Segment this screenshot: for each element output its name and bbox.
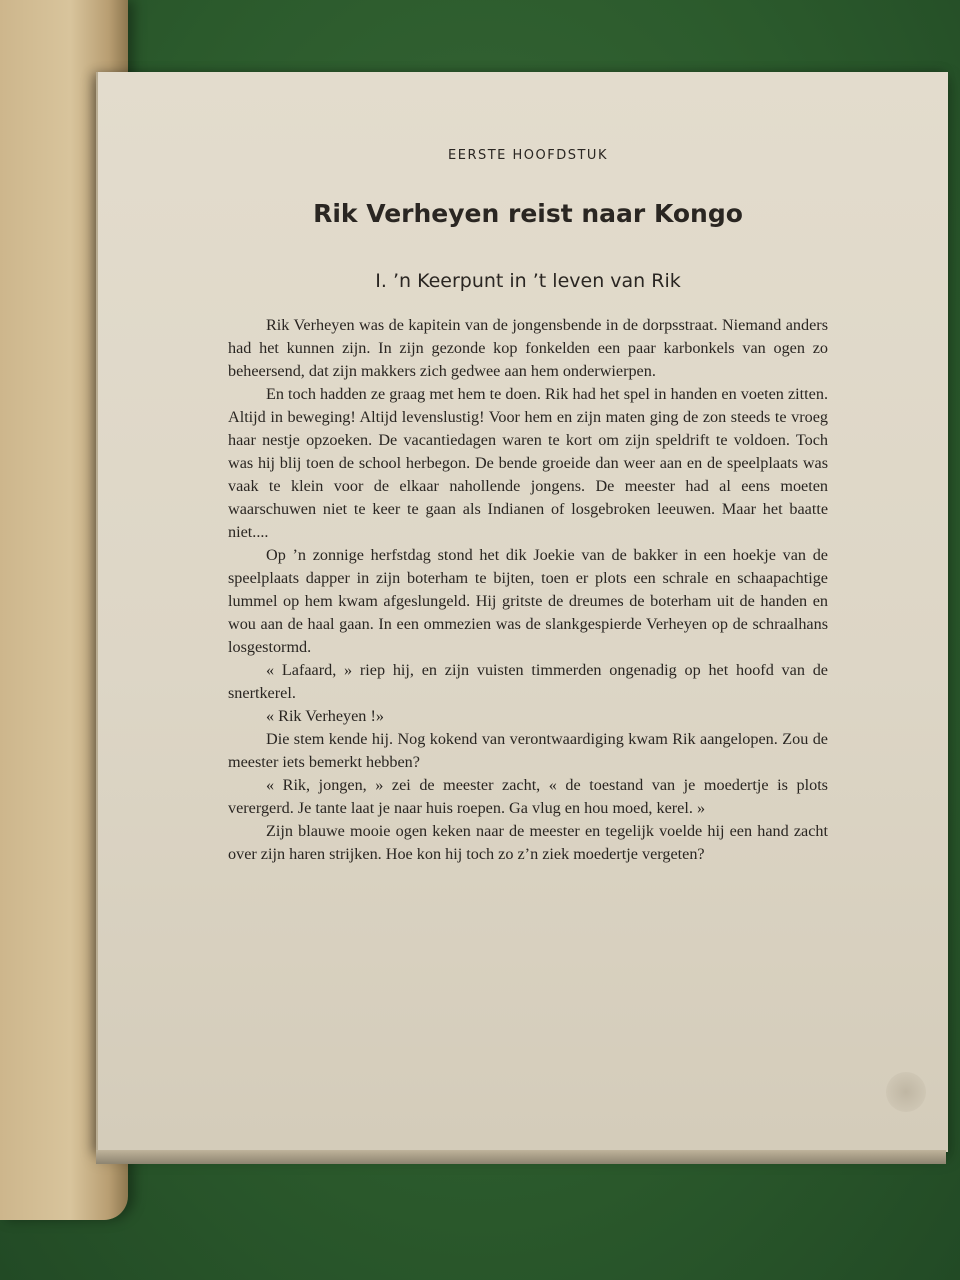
chapter-label: EERSTE HOOFDSTUK	[448, 148, 608, 163]
book-page	[96, 72, 948, 1152]
page-bottom-edge	[96, 1150, 946, 1164]
paragraph: Die stem kende hij. Nog kokend van verontwaardiging kwam Rik aangelopen. Zou de meester iets bemerkt hebben?	[228, 730, 828, 771]
chapter-title: Rik Verheyen reist naar Kongo	[313, 199, 743, 228]
paragraph: « Rik, jongen, » zei de meester zacht, « de toestand van je moedertje is plots verergerd. Je tante laat je naar huis roepen. Ga vlug en hou moed, kerel. »	[228, 776, 828, 817]
page-stain	[886, 1072, 926, 1112]
paragraph: Op ’n zonnige herfstdag stond het dik Joekie van de bakker in een hoekje van de speelplaats dapper in zijn boterham te bijten, toen er plots een schrale en schaapachtige lummel op hem kwam afgeslungeld. Hij gritste de dreumes de boterham uit de handen en wou aan de haal gaan. In een ommezien was de slankgespierde Verheyen op de schraalhans losgestormd.	[228, 546, 828, 656]
paragraph: Zijn blauwe mooie ogen keken naar de meester en tegelijk voelde hij een hand zacht over zijn haren strijken. Hoe kon hij toch zo z’n ziek moedertje vergeten?	[228, 822, 828, 863]
section-heading: I. ’n Keerpunt in ’t leven van Rik	[375, 270, 681, 292]
paragraph: En toch hadden ze graag met hem te doen. Rik had het spel in handen en voeten zitten. Altijd in beweging! Altijd levenslustig! Voor hem en zijn maten ging de zon steeds te vroeg haar nestje opzoeken. De vacantiedagen waren te kort om zijn speldrift te voldoen. Toch was hij blij toen de school herbegon. De bende groeide dan weer aan en de speelplaats was vaak te klein voor de elkaar nahollende jongens. De meester had al eens moeten waarschuwen niet te keer te gaan als Indianen of losgebroken leeuwen. Maar het baatte niet....	[228, 385, 828, 541]
body-text	[228, 314, 828, 866]
paragraph: « Lafaard, » riep hij, en zijn vuisten timmerden ongenadig op het hoofd van de snertkerel.	[228, 661, 828, 702]
paragraph: « Rik Verheyen !»	[266, 707, 384, 725]
paragraph: Rik Verheyen was de kapitein van de jongensbende in de dorpsstraat. Niemand anders had het kunnen zijn. In zijn gezonde kop fonkelden een paar karbonkels van ogen zo beheersend, dat zijn makkers zich gedwee aan hem onderwierpen.	[228, 316, 828, 380]
page-content	[228, 148, 828, 866]
